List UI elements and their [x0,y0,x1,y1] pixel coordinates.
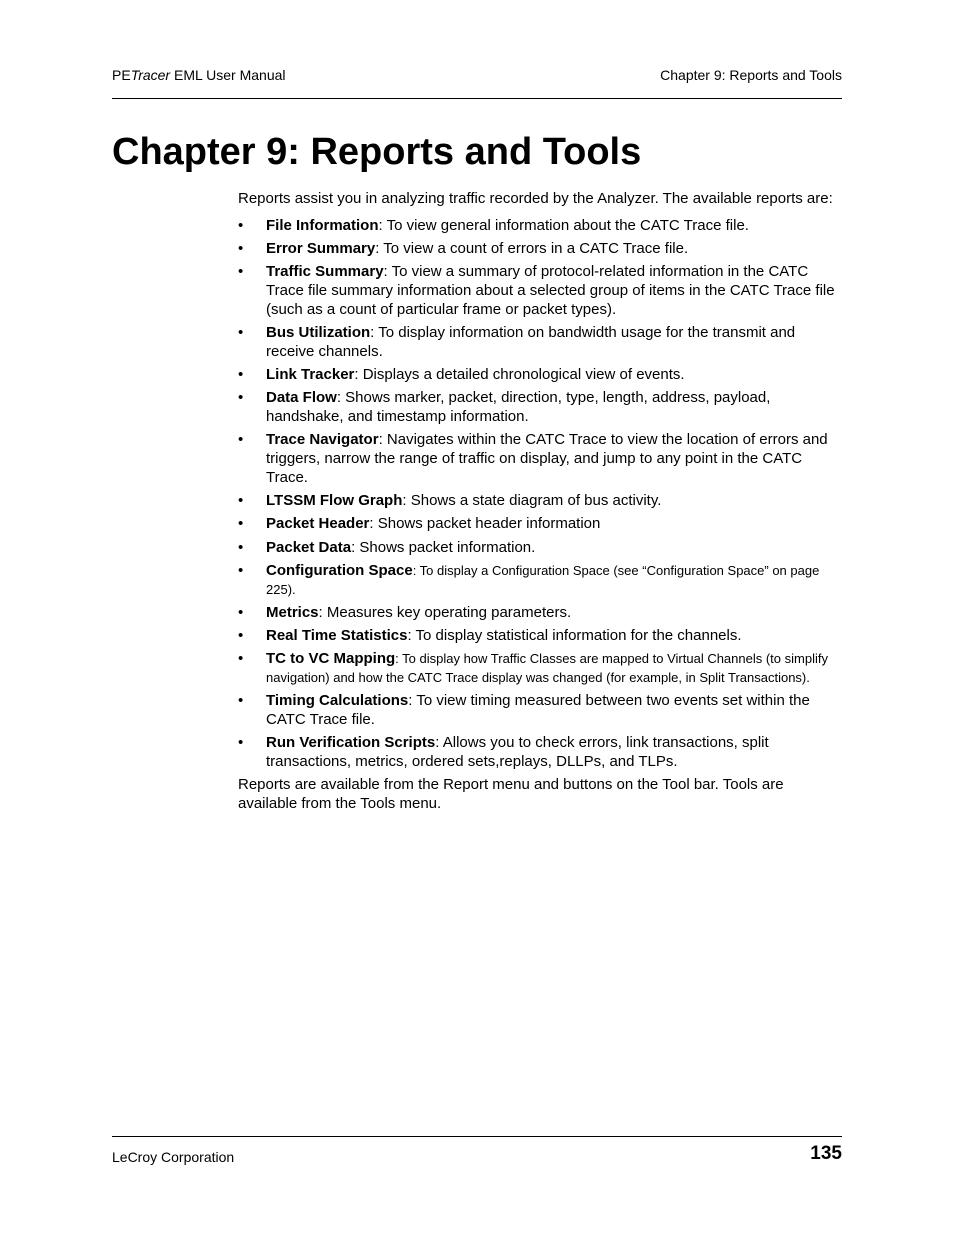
item-term: Packet Data [266,538,352,556]
list-item [238,650,838,687]
item-desc: : Shows marker, packet, direction, type, length, address, payload, handshake, and timestamp information. [266,389,771,425]
bullet: • [238,538,244,556]
header-rule [112,98,842,99]
bullet: • [238,603,244,621]
item-term: Link Tracker [266,366,355,383]
item-desc: : To view a count of errors in a CATC Trace file. [375,240,689,257]
list-item [238,431,838,487]
bullet: • [238,627,244,645]
list-item [238,492,838,511]
list-item [238,734,838,771]
list-item [238,515,838,534]
bullet: • [238,431,244,449]
manual-title [112,66,286,84]
item-desc: : To display statistical information for the channels. [407,627,742,645]
bullet: • [238,263,244,281]
bullet: • [238,366,244,383]
list-item [238,692,838,729]
list-item [238,604,838,623]
bullet: • [238,561,244,579]
item-desc: : To view timing measured between two events set within the CATC Trace file. [266,692,810,729]
chapter-reference: Chapter 9: Reports and Tools [660,67,842,83]
item-term: Run Verification Scripts [266,734,436,752]
item-desc: : To view a summary of protocol-related information in the CATC Trace file summary information about a selected group of items in the CATC Trace file (such as a count of particular frame or packet types). [266,263,835,318]
list-item [238,389,838,426]
item-term: Trace Navigator [266,431,379,449]
list-item [238,366,838,385]
intro-paragraph: Reports assist you in analyzing traffic recorded by the Analyzer. The available reports are: [238,190,833,207]
footer-rule [112,1136,842,1137]
list-item [238,562,838,599]
body-text [238,190,838,814]
item-term: Configuration Space [266,561,413,579]
item-term: Real Time Statistics [266,627,408,645]
item-term: Traffic Summary [266,263,384,281]
item-term: Timing Calculations [266,692,409,710]
item-desc: : Navigates within the CATC Trace to view the location of errors and triggers, narrow the range of traffic on display, and jump to any point in the CATC Trace. [266,431,828,486]
manual-title-italic: Tracer [130,67,171,83]
item-desc: : Shows a state diagram of bus activity. [402,492,662,509]
bullet: • [238,492,244,509]
list-item [238,539,838,558]
list-item [238,627,838,646]
closing-paragraph: Reports are available from the Report menu and buttons on the Tool bar. Tools are available from the Tools menu. [238,776,784,813]
item-desc: : To display how Traffic Classes are mapped to Virtual Channels (to simplify navigation) and how the CATC Trace display was changed (for example, in Split Transactions). [266,651,828,686]
list-item [238,324,838,361]
item-desc: : To display a Configuration Space (see “Configuration Space” on page 225). [266,562,820,597]
item-desc: : Shows packet information. [351,538,536,556]
bullet: • [238,324,244,341]
list-item [238,217,838,236]
item-term: Packet Header [266,515,370,533]
manual-title-prefix: PE [112,67,131,83]
item-term: Bus Utilization [266,324,371,341]
chapter-title: Chapter 9: Reports and Tools [112,131,642,173]
item-term: File Information [266,216,379,234]
bullet: • [238,692,244,710]
bullet: • [238,216,244,234]
footer-company: LeCroy Corporation [112,1149,235,1165]
bullet: • [238,240,244,257]
item-desc: : Allows you to check errors, link transactions, split transactions, metrics, ordered sets,replays, DLLPs, and TLPs. [266,734,769,771]
item-term: Metrics [266,603,319,621]
bullet: • [238,734,244,752]
item-desc: : Shows packet header information [369,515,601,533]
list-item [238,240,838,259]
item-term: Data Flow [266,389,337,407]
item-desc: : To view general information about the CATC Trace file. [378,216,749,234]
running-header [112,66,842,86]
manual-title-suffix: EML User Manual [170,67,286,83]
report-list [238,217,838,772]
item-desc: : Measures key operating parameters. [318,603,572,621]
item-term: Error Summary [266,240,376,257]
item-term: TC to VC Mapping [266,650,396,668]
item-desc: : Displays a detailed chronological view of events. [354,366,685,383]
item-desc: : To display information on bandwidth usage for the transmit and receive channels. [266,324,796,360]
bullet: • [238,389,244,407]
page-number: 135 [810,1143,842,1164]
bullet: • [238,515,244,533]
bullet: • [238,650,244,668]
list-item [238,263,838,319]
item-term: LTSSM Flow Graph [266,492,403,509]
